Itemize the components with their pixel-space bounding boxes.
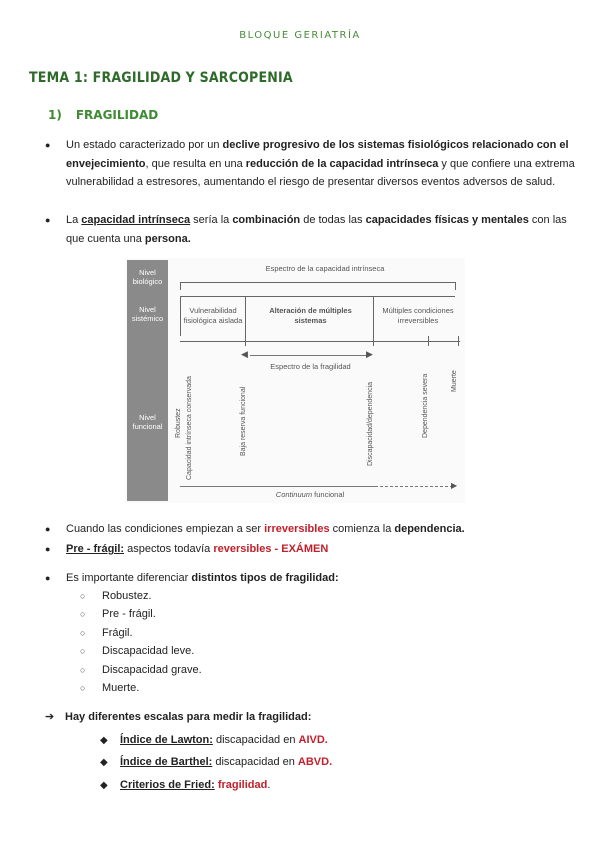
vlabel-muerte: Muerte <box>451 370 458 392</box>
bullet-dot: ● <box>45 215 51 225</box>
tick-2 <box>373 336 374 346</box>
vuln-label: Vulnerabilidad fisiológica aislada <box>183 306 243 325</box>
level-column <box>127 260 168 501</box>
frailty-spectrum-figure <box>125 258 465 503</box>
multi-label: Múltiples condiciones irreversibles <box>382 306 454 325</box>
vlabel-dependencia: Dependencia severa <box>422 373 429 438</box>
axis-line <box>180 341 460 342</box>
bracket-b <box>245 296 246 336</box>
bullet-dot: ● <box>45 573 51 583</box>
top-title: Espectro de la capacidad intrínseca <box>265 264 385 273</box>
row-funcional: Nivel funcional <box>132 413 163 431</box>
bullet-capacity: ● La capacidad intrínseca sería la combinación de todas las capacidades físicas y mentales con las que cuenta una persona. <box>45 211 575 248</box>
diamond-icon: ◆ <box>100 780 108 791</box>
page-header: BLOQUE GERIATRÍA <box>239 30 361 41</box>
bracket-a <box>180 296 181 336</box>
vlabel-discapacidad: Discapacidad/dependencia <box>367 381 374 466</box>
circle-icon: ○ <box>80 683 86 693</box>
arrow-head-left: ◀ <box>241 349 248 359</box>
continuum-label: Continuum funcional <box>275 490 345 499</box>
arrow-right-icon: ➔ <box>45 711 55 723</box>
type-item: ○ Discapacidad leve. <box>80 642 194 661</box>
row-sistemico: Nivel sistémico <box>131 305 164 323</box>
bullet-dot: ● <box>45 524 51 534</box>
continuum-arrow-dashed <box>375 486 453 488</box>
bullet-irreversible: ● Cuando las condiciones empiezan a ser irreversibles comienza la dependencia. <box>45 520 575 539</box>
continuum-arrow-head: ▶ <box>451 481 458 490</box>
section-label: FRAGILIDAD <box>75 108 159 122</box>
scale-barthel: ◆ Índice de Barthel: discapacidad en ABVD. <box>100 753 332 773</box>
frailty-arrow <box>250 355 368 356</box>
row-biologico: Nivel biológico <box>132 268 163 286</box>
top-brace <box>180 282 455 283</box>
bullet-tipos: ● Es importante diferenciar distintos tipos de fragilidad: <box>45 569 575 588</box>
section-title <box>48 108 158 122</box>
bullet-dot: ● <box>45 544 51 554</box>
continuum-arrow-solid <box>180 486 375 487</box>
vlabel-capacidad: Capacidad intrínseca conservada <box>186 376 193 480</box>
brace-left <box>180 282 181 290</box>
type-item: ○ Pre - frágil. <box>80 605 156 624</box>
diamond-icon: ◆ <box>100 735 108 746</box>
diamond-icon: ◆ <box>100 757 108 768</box>
scale-fried: ◆ Criterios de Fried: fragilidad. <box>100 776 270 796</box>
scales-intro: ➔ Hay diferentes escalas para medir la fragilidad: <box>45 708 311 727</box>
tick-3 <box>428 336 429 346</box>
bullet-definition: ● Un estado caracterizado por un declive progresivo de los sistemas fisiológicos relacionado con el envejecimiento, que resulta en una reducción de la capacidad intrínseca y que confiere una extrema vulnerabilidad a estresores, aumentando el riesgo de presentar diversos eventos adversos de salud. <box>45 136 575 192</box>
alter-label: Alteración de múltiples sistemas <box>269 306 352 325</box>
circle-icon: ○ <box>80 628 86 638</box>
type-item: ○ Muerte. <box>80 679 139 698</box>
bullet-prefragil: ● Pre - frágil: aspectos todavía reversibles - EXÁMEN <box>45 540 575 559</box>
scale-lawton: ◆ Índice de Lawton: discapacidad en AIVD. <box>100 731 328 751</box>
tick-4 <box>458 336 459 346</box>
section-number: 1) <box>48 108 62 122</box>
systemic-bracket <box>180 296 455 297</box>
frailty-label: Espectro de la fragilidad <box>270 362 351 371</box>
circle-icon: ○ <box>80 609 86 619</box>
bullet-dot: ● <box>45 140 51 150</box>
type-item: ○ Robustez. <box>80 587 152 606</box>
vlabel-baja-reserva: Baja reserva funcional <box>240 386 247 456</box>
tick-1 <box>245 336 246 346</box>
type-item: ○ Frágil. <box>80 624 133 643</box>
arrow-head-right: ▶ <box>366 349 373 359</box>
circle-icon: ○ <box>80 646 86 656</box>
topic-title: TEMA 1: FRAGILIDAD Y SARCOPENIA <box>29 70 293 86</box>
type-item: ○ Discapacidad grave. <box>80 661 202 680</box>
circle-icon: ○ <box>80 665 86 675</box>
vlabel-robustez: Robustez <box>175 408 182 438</box>
bracket-c <box>373 296 374 336</box>
circle-icon: ○ <box>80 591 86 601</box>
brace-right <box>455 282 456 290</box>
